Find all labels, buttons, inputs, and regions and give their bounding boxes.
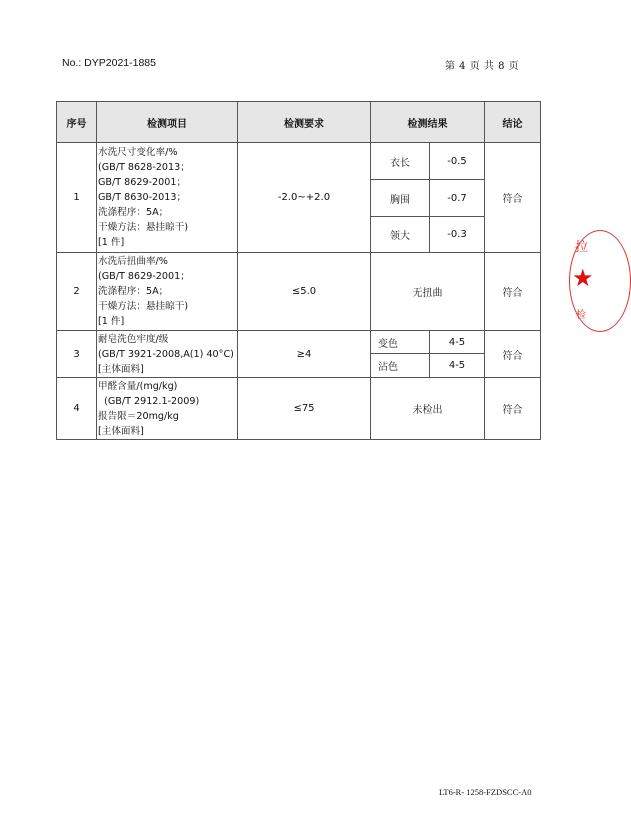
item-line: 干燥方法：悬挂晾干) — [98, 222, 189, 233]
result-text: 无扭曲 — [371, 253, 485, 331]
row-requirement: ≥4 — [238, 331, 371, 378]
row-no: 1 — [57, 143, 97, 253]
table-row — [57, 331, 541, 354]
item-line: (GB/T 2912.1-2009) — [98, 395, 200, 407]
table-row — [57, 378, 541, 440]
item-line: 水洗尺寸变化率/% — [98, 147, 178, 158]
row-conclusion: 符合 — [485, 378, 541, 440]
result-value: -0.5 — [430, 143, 485, 180]
result-label: 胸围 — [371, 180, 430, 217]
star-icon: ★ — [572, 264, 594, 292]
results-table — [56, 101, 541, 440]
item-line: 洗涤程序：5A； — [98, 286, 169, 297]
item-line: (GB/T 3921-2008,A(1) 40°C) — [98, 348, 234, 360]
header-no: 序号 — [57, 102, 97, 143]
result-value: 4-5 — [430, 354, 485, 378]
item-line: 甲醛含量/(mg/kg) — [98, 380, 178, 392]
row-no: 2 — [57, 253, 97, 331]
item-line: 洗涤程序：5A； — [98, 207, 169, 218]
seal-char-bottom: 检 — [576, 310, 586, 321]
report-number: No.: DYP2021-1885 — [62, 57, 156, 69]
result-value: -0.7 — [430, 180, 485, 217]
item-line: 水洗后扭曲率/% — [98, 256, 168, 267]
result-value: -0.3 — [430, 217, 485, 253]
result-label: 领大 — [371, 217, 430, 253]
row-conclusion: 符合 — [485, 253, 541, 331]
table-row — [57, 143, 541, 180]
item-line: GB/T 8629-2001； — [98, 177, 187, 188]
row-item — [97, 378, 238, 440]
row-requirement: ≤5.0 — [238, 253, 371, 331]
header-result: 检测结果 — [371, 102, 485, 143]
document-code: LT6-R- 1258-FZDSCC-A0 — [439, 787, 532, 797]
item-line: 报告限＝20mg/kg — [98, 410, 179, 422]
result-label: 沾色 — [371, 354, 430, 378]
row-item — [97, 253, 238, 331]
item-line: [1 件] — [98, 237, 125, 248]
result-label: 衣长 — [371, 143, 430, 180]
row-conclusion: 符合 — [485, 331, 541, 378]
result-label: 变色 — [371, 331, 430, 354]
row-item — [97, 143, 238, 253]
row-no: 4 — [57, 378, 97, 440]
row-requirement: -2.0~+2.0 — [238, 143, 371, 253]
row-conclusion: 符合 — [485, 143, 541, 253]
table-header-row — [57, 102, 541, 143]
item-line: 干燥方法：悬挂晾干) — [98, 301, 189, 312]
item-line: [主体面料] — [98, 363, 144, 375]
result-value: 4-5 — [430, 331, 485, 354]
row-no: 3 — [57, 331, 97, 378]
row-item — [97, 331, 238, 378]
row-requirement: ≤75 — [238, 378, 371, 440]
header-requirement: 检测要求 — [238, 102, 371, 143]
result-text: 未检出 — [371, 378, 485, 440]
page-indicator: 第 4 页 共 8 页 — [445, 61, 520, 72]
header-item: 检测项目 — [97, 102, 238, 143]
seal-char-top: 拉 — [575, 240, 589, 255]
header-conclusion: 结论 — [485, 102, 541, 143]
item-line: 耐皂洗色牢度/级 — [98, 333, 169, 345]
official-seal — [569, 230, 609, 330]
item-line: (GB/T 8629-2001； — [98, 271, 190, 282]
item-line: [主体面料] — [98, 425, 144, 437]
table-row — [57, 253, 541, 331]
item-line: GB/T 8630-2013； — [98, 192, 187, 203]
item-line: [1 件] — [98, 316, 125, 327]
item-line: (GB/T 8628-2013； — [98, 162, 190, 173]
